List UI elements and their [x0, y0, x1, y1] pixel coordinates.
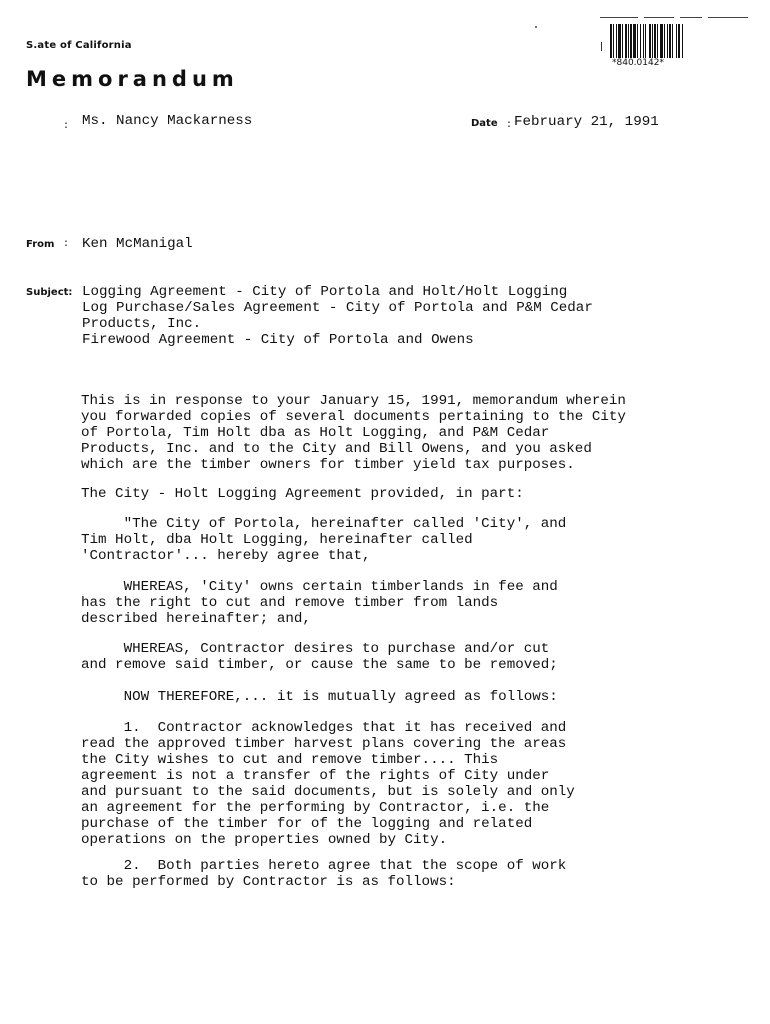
body-line: 1. Contractor acknowledges that it has received and	[81, 720, 567, 736]
from-colon: :	[63, 239, 70, 250]
body-line: described hereinafter; and,	[81, 611, 311, 627]
subject-line: Logging Agreement - City of Portola and Holt/Holt Logging	[82, 284, 568, 300]
scan-line	[600, 17, 638, 18]
barcode-block	[600, 10, 750, 70]
quote-item-1	[81, 720, 575, 848]
date-label: Date	[471, 118, 498, 129]
body-line: Products, Inc. and to the City and Bill Owens, and you asked	[81, 441, 592, 457]
body-line: you forwarded copies of several documents pertaining to the City	[81, 409, 626, 425]
quote-whereas-contractor	[81, 641, 558, 673]
subject-line: Firewood Agreement - City of Portola and Owens	[82, 332, 474, 348]
body-line: This is in response to your January 15, 1991, memorandum wherein	[81, 393, 626, 409]
barcode-number: *840.0142*	[612, 58, 664, 68]
body-line: agreement is not a transfer of the rights of City under	[81, 768, 550, 784]
body-line: 'Contractor'... hereby agree that,	[81, 548, 371, 564]
subject-line: Log Purchase/Sales Agreement - City of Portola and P&M Cedar	[82, 300, 593, 316]
body-line: The City - Holt Logging Agreement provided, in part:	[81, 486, 524, 502]
body-line: WHEREAS, Contractor desires to purchase and/or cut	[81, 641, 550, 657]
scan-line	[644, 17, 674, 18]
date-value: February 21, 1991	[514, 114, 659, 130]
scan-speck	[535, 26, 537, 28]
paragraph-intro	[81, 486, 524, 502]
body-line: "The City of Portola, hereinafter called 'City', and	[81, 516, 567, 532]
state-of-california-label: S.ate of California	[26, 40, 132, 51]
body-line: WHEREAS, 'City' owns certain timberlands in fee and	[81, 579, 558, 595]
body-line: operations on the properties owned by City.	[81, 832, 448, 848]
subject-label: Subject:	[26, 287, 73, 298]
date-colon: :	[506, 120, 513, 131]
body-line: an agreement for the performing by Contractor, i.e. the	[81, 800, 550, 816]
body-line: Tim Holt, dba Holt Logging, hereinafter called	[81, 532, 473, 548]
quote-parties	[81, 516, 566, 564]
body-line: has the right to cut and remove timber from lands	[81, 595, 499, 611]
scan-line	[708, 17, 748, 18]
scan-line	[680, 17, 702, 18]
body-line: which are the timber owners for timber yield tax purposes.	[81, 457, 575, 473]
body-line: NOW THEREFORE,... it is mutually agreed as follows:	[81, 689, 558, 705]
body-line: and remove said timber, or cause the same to be removed;	[81, 657, 558, 673]
paragraph-response	[81, 393, 626, 473]
to-value: Ms. Nancy Mackarness	[82, 113, 253, 129]
body-line: 2. Both parties hereto agree that the scope of work	[81, 858, 567, 874]
quote-whereas-city	[81, 579, 558, 627]
body-line: the City wishes to cut and remove timber.... This	[81, 752, 499, 768]
body-line: read the approved timber harvest plans covering the areas	[81, 736, 567, 752]
barcode-icon	[610, 24, 718, 58]
body-line: to be performed by Contractor is as follows:	[81, 874, 456, 890]
quote-item-2	[81, 858, 566, 890]
quote-now-therefore	[81, 689, 558, 705]
subject-line: Products, Inc.	[82, 316, 202, 332]
body-line: of Portola, Tim Holt dba as Holt Logging, and P&M Cedar	[81, 425, 550, 441]
body-line: purchase of the timber for of the logging and related	[81, 816, 533, 832]
subject-block	[82, 284, 593, 348]
from-label: From	[26, 239, 55, 250]
memorandum-title: Memorandum	[26, 67, 239, 91]
from-value: Ken McManigal	[82, 236, 193, 252]
body-line: and pursuant to the said documents, but is solely and only	[81, 784, 575, 800]
to-colon: :	[63, 121, 70, 132]
